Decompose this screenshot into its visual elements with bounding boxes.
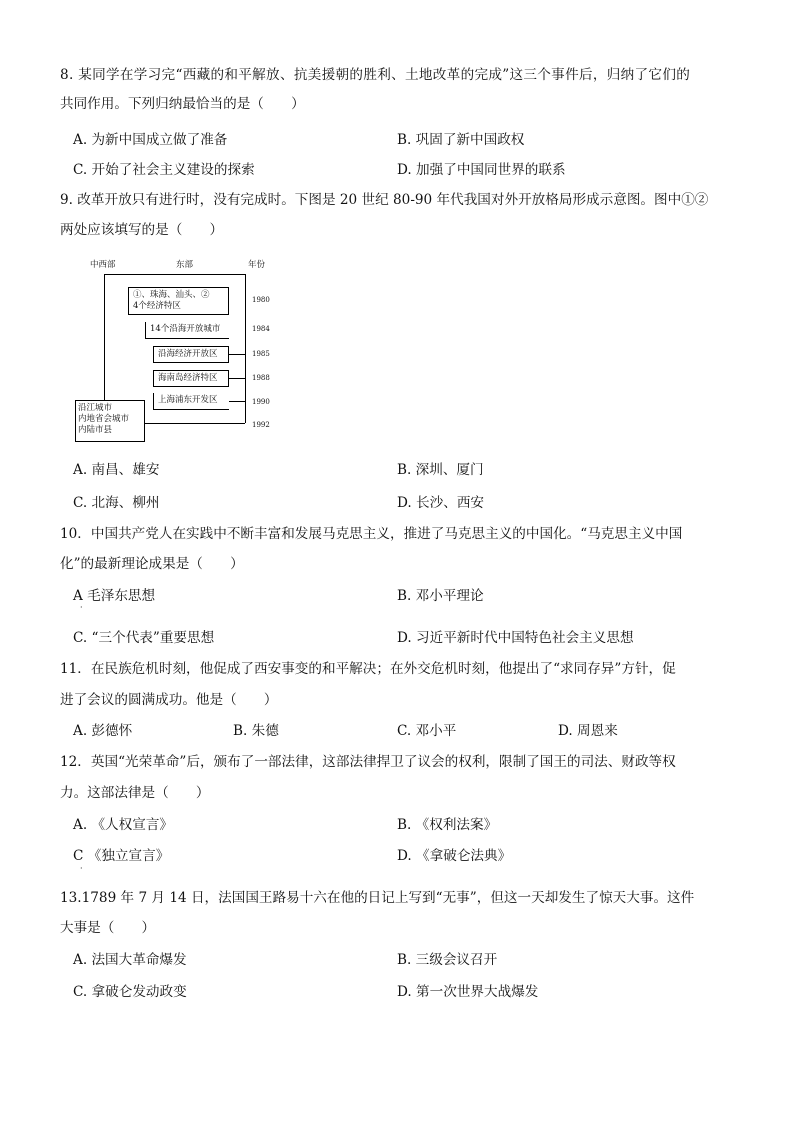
diagram-box-coastal-cities <box>145 322 229 339</box>
q11-option-d[interactable]: D. 周恩来 <box>558 723 618 739</box>
year-label: 1992 <box>252 421 270 429</box>
year-label: 1990 <box>252 398 270 406</box>
diagram-box-sez <box>128 287 229 315</box>
year-label: 1980 <box>252 296 270 304</box>
q11-stem-2: 进了会议的圆满成功。他是（ ） <box>60 692 278 708</box>
q9-option-a[interactable]: A. 南昌、雄安 <box>73 462 160 478</box>
q11-option-a[interactable]: A. 彭德怀 <box>73 723 133 739</box>
q13-stem-1: 13.1789 年 7 月 14 日，法国国王路易十六在他的日记上写到“无事”，但这一天却发生了惊天大事。这件 <box>60 890 695 906</box>
diagram-left-line <box>104 274 105 400</box>
box-inland-line2: 内地省会城市 <box>78 414 130 424</box>
q11-option-c[interactable]: C. 邓小平 <box>397 723 457 739</box>
diagram-box-pudong <box>153 393 229 410</box>
diagram-box-inland <box>75 400 145 442</box>
q10-stem-1: 10．中国共产党人在实践中不断丰富和发展马克思主义，推进了马克思主义的中国化。“马克思主义中国 <box>60 526 683 542</box>
q12-option-a[interactable]: A. 《人权宣言》 <box>73 817 174 833</box>
diagram-right-line <box>245 274 246 423</box>
q10-option-b[interactable]: B. 邓小平理论 <box>397 588 484 604</box>
diagram-header-year: 年份 <box>248 260 266 270</box>
q12-stem-2: 力。这部法律是（ ） <box>60 785 210 801</box>
q10-stem-2: 化”的最新理论成果是（ ） <box>60 556 244 572</box>
diagram-top-line <box>104 274 246 275</box>
diagram-header-east: 东部 <box>176 260 194 270</box>
connector-line <box>229 354 245 355</box>
box-hainan-label: 海南岛经济特区 <box>158 373 218 383</box>
q12-option-b[interactable]: B. 《权利法案》 <box>397 817 498 833</box>
diagram-header-west: 中西部 <box>90 260 116 270</box>
q8-option-a[interactable]: A. 为新中国成立做了准备 <box>73 132 228 148</box>
q8-option-c[interactable]: C. 开始了社会主义建设的探索 <box>73 162 255 178</box>
q9-stem-1: 9. 改革开放只有进行时，没有完成时。下图是 20 世纪 80-90 年代我国对外开放格局形成示意图。图中①② <box>60 192 709 208</box>
diagram-box-coastal-zone <box>153 346 229 363</box>
q9-option-d[interactable]: D. 长沙、西安 <box>397 495 485 511</box>
q10-option-a[interactable]: A 毛泽东思想 <box>73 588 156 604</box>
year-label: 1984 <box>252 325 270 333</box>
year-label: 1988 <box>252 374 270 382</box>
q13-option-c[interactable]: C. 拿破仑发动政变 <box>73 984 187 1000</box>
q8-stem-1: 8. 某同学在学习完“西藏的和平解放、抗美援朝的胜利、土地改革的完成”这三个事件后，归纳了它们的 <box>60 67 691 83</box>
box-inland-line3: 内陆市县 <box>78 425 113 435</box>
q12-stem-1: 12．英国“光荣革命”后，颁布了一部法律，这部法律捍卫了议会的权利，限制了国王的司法、财政等权 <box>60 754 676 770</box>
box-sez-line2: 4个经济特区 <box>133 301 181 311</box>
box-sez-line1: ①、珠海、汕头、② <box>133 290 210 300</box>
q13-option-d[interactable]: D. 第一次世界大战爆发 <box>397 984 539 1000</box>
q8-stem-2: 共同作用。下列归纳最恰当的是（ ） <box>60 96 305 112</box>
connector-line <box>229 401 245 402</box>
q10-option-c[interactable]: C. “三个代表”重要思想 <box>73 630 215 646</box>
q11-option-b[interactable]: B. 朱德 <box>233 723 279 739</box>
q8-option-d[interactable]: D. 加强了中国同世界的联系 <box>397 162 566 178</box>
connector-line <box>229 378 245 379</box>
stray-mark: · <box>80 603 83 612</box>
connector-line <box>145 423 245 424</box>
q9-option-c[interactable]: C. 北海、柳州 <box>73 495 160 511</box>
q9-stem-2: 两处应该填写的是（ ） <box>60 222 224 238</box>
q12-option-d[interactable]: D. 《拿破仑法典》 <box>397 848 512 864</box>
q8-option-b[interactable]: B. 巩固了新中国政权 <box>397 132 525 148</box>
year-label: 1985 <box>252 350 270 358</box>
q12-option-c[interactable]: C 《独立宣言》 <box>73 848 170 864</box>
diagram-box-hainan <box>153 370 229 387</box>
q9-option-b[interactable]: B. 深圳、厦门 <box>397 462 484 478</box>
box-pudong-label: 上海浦东开发区 <box>158 395 218 405</box>
q13-option-b[interactable]: B. 三级会议召开 <box>397 952 498 968</box>
box-coastal-cities-label: 14个沿海开放城市 <box>150 324 221 334</box>
box-inland-line1: 沿江城市 <box>78 403 113 413</box>
box-coastal-zone-label: 沿海经济开放区 <box>158 349 218 359</box>
q13-option-a[interactable]: A. 法国大革命爆发 <box>73 952 187 968</box>
stray-mark: · <box>80 864 83 873</box>
q11-stem-1: 11．在民族危机时刻，他促成了西安事变的和平解决；在外交危机时刻，他提出了“求同存异”方针，促 <box>60 661 676 677</box>
q10-option-d[interactable]: D. 习近平新时代中国特色社会主义思想 <box>397 630 634 646</box>
q13-stem-2: 大事是（ ） <box>60 920 156 936</box>
